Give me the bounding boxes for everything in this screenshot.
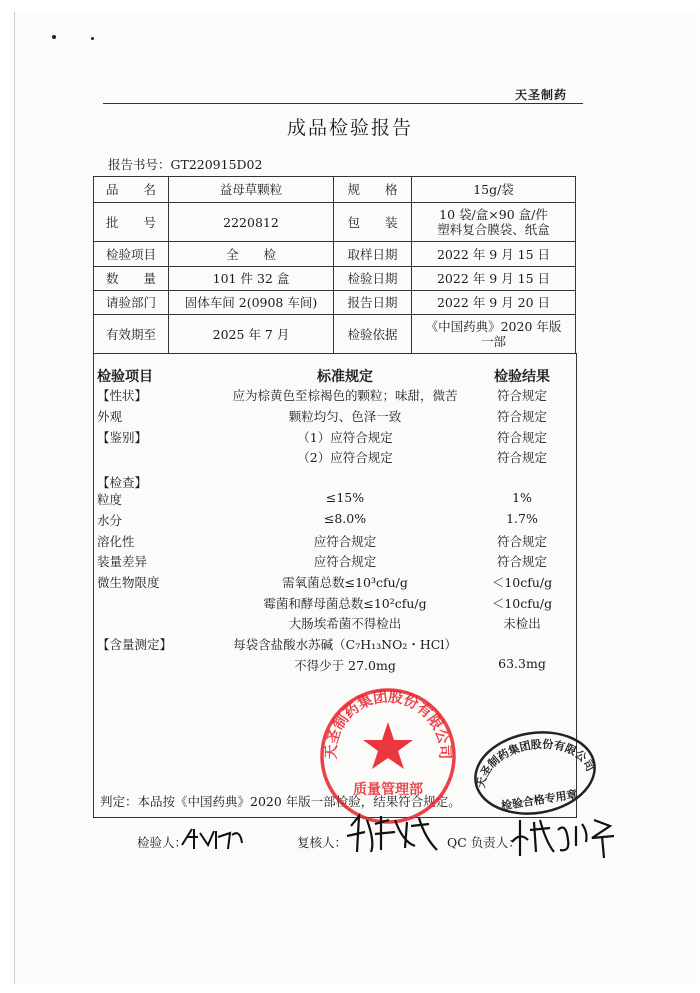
result-standard: 不得少于 27.0mg: [294, 658, 396, 673]
results-header-item: 检验项目: [97, 369, 153, 385]
info-label: 取样日期: [334, 242, 412, 267]
result-item-label: 【性状】: [97, 388, 148, 403]
reviewer-label: 复核人：: [297, 835, 348, 850]
page-title: 成品检验报告: [286, 117, 413, 139]
info-row: [94, 203, 576, 242]
red-seal-center-text: 质量管理部: [353, 782, 423, 798]
result-value: 符合规定: [496, 409, 547, 424]
info-value: 2022 年 9 月 20 日: [412, 291, 576, 315]
result-item-label: 水分: [97, 513, 123, 528]
result-standard: ≤15%: [325, 490, 365, 505]
info-value: [412, 203, 576, 242]
info-row: [94, 242, 576, 267]
result-standard: 颗粒均匀、色泽一致: [288, 409, 402, 424]
result-value: 1.7%: [506, 511, 538, 526]
info-value: 2025 年 7 月: [169, 315, 334, 354]
info-value: 101 件 32 盒: [169, 267, 334, 291]
info-label: 报告日期: [334, 291, 412, 315]
info-value: 2022 年 9 月 15 日: [412, 242, 576, 267]
packing-line-2: 塑料复合膜袋、纸盒: [437, 222, 550, 237]
info-value: 全 检: [169, 242, 334, 267]
scan-speck: [91, 37, 94, 40]
result-item-label: 溶化性: [97, 534, 135, 549]
info-label: 包 装: [334, 203, 412, 242]
result-value: 符合规定: [496, 430, 547, 445]
result-item-label: 微生物限度: [97, 575, 160, 590]
info-label: 品 名: [94, 177, 169, 203]
result-item-label: 粒度: [97, 492, 123, 507]
result-item-label: 外观: [97, 409, 123, 424]
info-label: 检验依据: [334, 315, 412, 354]
quality-department-seal: [318, 686, 458, 826]
results-header-result: 检验结果: [494, 369, 550, 385]
result-item-label: 装量差异: [97, 554, 148, 569]
result-value: ＜10cfu/g: [491, 596, 553, 611]
info-value: 2022 年 9 月 15 日: [412, 267, 576, 291]
result-standard: 应符合规定: [313, 534, 377, 549]
inspection-approval-stamp: [470, 728, 600, 818]
info-label: 数 量: [94, 267, 169, 291]
info-row: [94, 291, 576, 315]
result-item-label: 【含量测定】: [97, 637, 173, 652]
result-standard: ≤8.0%: [323, 511, 367, 526]
report-number: 报告书号：GT220915D02: [108, 157, 263, 172]
info-value: 2220812: [169, 203, 334, 242]
result-item-label: 【鉴别】: [97, 430, 148, 445]
basis-line-1: 《中国药典》2020 年版: [425, 319, 562, 334]
info-value: 益母草颗粒: [169, 177, 334, 203]
result-standard: 霉菌和酵母菌总数≤10²cfu/g: [263, 596, 427, 611]
result-standard: （2）应符合规定: [297, 450, 393, 465]
result-standard: 应为棕黄色至棕褐色的颗粒；味甜，微苦: [232, 388, 458, 403]
inspector-label: 检验人：: [137, 835, 188, 850]
info-label: 检验日期: [334, 267, 412, 291]
info-value: 15g/袋: [412, 177, 576, 203]
product-info-table: [93, 176, 576, 354]
info-row: [94, 267, 576, 291]
result-standard: 需氧菌总数≤10³cfu/g: [282, 575, 408, 590]
header-rule: [103, 103, 583, 104]
result-value: 未检出: [503, 616, 541, 631]
inspector-signature: [178, 823, 248, 855]
company-name: 天圣制药: [515, 88, 568, 102]
results-header-standard: 标准规定: [317, 369, 373, 385]
svg-text:天圣制药集团股份有限公司: [468, 728, 598, 791]
red-seal-ring-text: 天圣制药集团股份有限公司: [323, 689, 453, 760]
black-stamp-ring-text: 天圣制药集团股份有限公司: [474, 737, 597, 790]
info-label: 请验部门: [94, 291, 169, 315]
result-standard: 每袋含盐酸水苏碱（C₇H₁₃NO₂・HCl）: [233, 637, 457, 652]
packing-line-1: 10 袋/盒×90 盒/件: [439, 207, 548, 222]
result-value: 符合规定: [496, 450, 547, 465]
info-row: [94, 315, 576, 354]
info-label: 有效期至: [94, 315, 169, 354]
info-label: 规 格: [334, 177, 412, 203]
star-icon: [363, 722, 413, 769]
qc-label: QC 负责人：: [447, 835, 521, 850]
info-label: 批 号: [94, 203, 169, 242]
result-value: 符合规定: [496, 388, 547, 403]
result-standard: 大肠埃希菌不得检出: [288, 616, 402, 631]
result-value: ＜10cfu/g: [491, 575, 553, 590]
scan-speck: [52, 35, 56, 39]
result-standard: （1）应符合规定: [297, 430, 393, 445]
result-item-label: 【检查】: [97, 475, 148, 490]
result-standard: 应符合规定: [313, 554, 377, 569]
result-value: 符合规定: [496, 554, 547, 569]
result-value: 符合规定: [496, 534, 547, 549]
qc-signature: [510, 812, 625, 862]
info-row: [94, 177, 576, 203]
result-value: 1%: [512, 490, 532, 505]
info-label: 检验项目: [94, 242, 169, 267]
black-stamp-center-text: 检验合格专用章: [500, 787, 579, 813]
reviewer-signature: [345, 812, 445, 856]
result-value: 63.3mg: [498, 656, 546, 671]
basis-line-2: 一部: [480, 334, 506, 349]
info-value: 固体车间 2(0908 车间): [169, 291, 334, 315]
conclusion-text: 判定：本品按《中国药典》2020 年版一部检验，结果符合规定。: [100, 794, 461, 809]
info-value: [412, 315, 576, 354]
